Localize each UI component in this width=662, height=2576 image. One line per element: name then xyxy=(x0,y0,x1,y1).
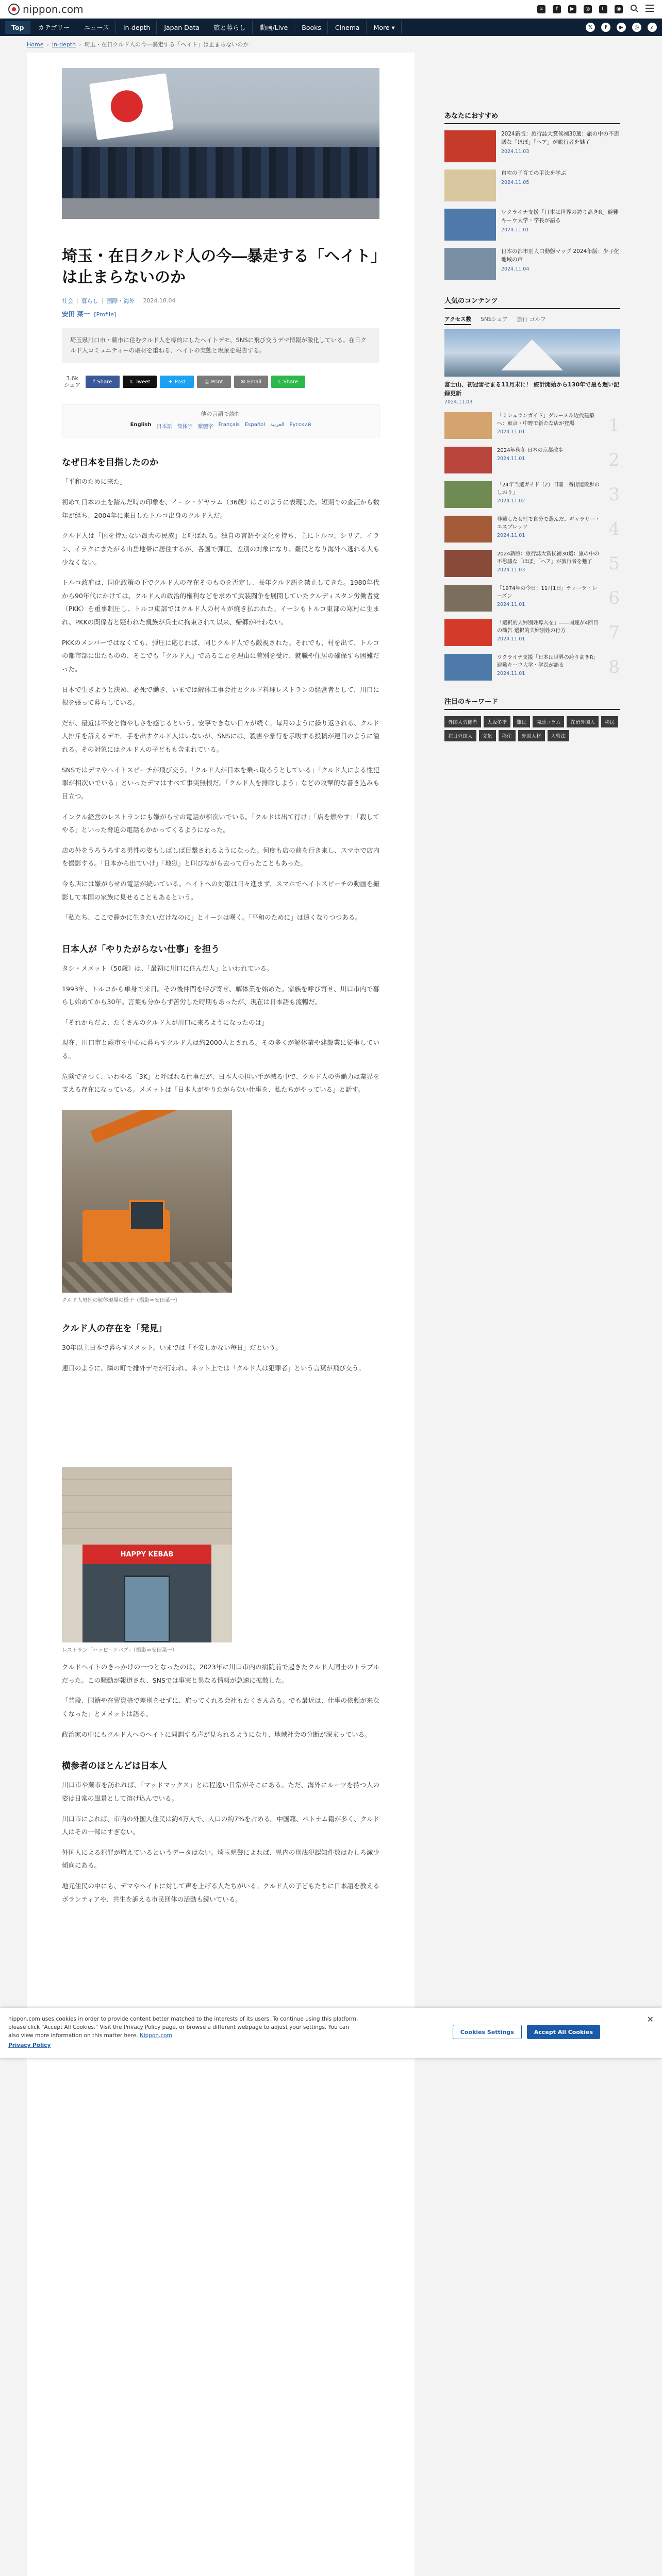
popular-heading: 人気のコンテンツ xyxy=(444,295,620,309)
recommend-thumbnail xyxy=(444,130,496,162)
paragraph: 危険できつく、いわゆる「3K」と呼ばれる仕事だが、日本人の担い手が減る中で、クルド人の労働力は業界を支える存在になっている。メメットは「日本人がやりたがらない仕事を、私たちがやっている」と話す。 xyxy=(62,1072,379,1094)
popular-rank-number: 6 xyxy=(608,588,620,608)
keywords-heading: 注目のキーワード xyxy=(444,696,620,710)
popular-date: 2024.11.01 xyxy=(497,671,525,676)
popular-tab[interactable]: 旅行 ゴルフ xyxy=(517,316,546,323)
nav-facebook-icon[interactable]: f xyxy=(601,23,610,32)
article-tags: 社会 | 暮らし | 国際・海外 2024.10.04 xyxy=(62,297,176,304)
paragraph: 川口市や蕨市を訪れれば、「マッドマックス」とは程遠い日常がそこにある。ただ、海外にルーツを持つ人の姿は日常の風景として溶け込んでいる。 xyxy=(62,1781,379,1802)
popular-rank-number: 3 xyxy=(608,484,620,505)
logo-mark-icon xyxy=(8,4,20,15)
language-option[interactable]: Русский xyxy=(289,422,311,428)
popular-tabs xyxy=(444,315,620,325)
paragraph: だが、最近は不安と悔やしさを感じるという。安寧できない日々が続く。毎月のように繰り返される、クルド人排斥を訴えるデモ。手を出すクルド人はいないが、SNSには、殺害や暴行を示唆する投稿が連日のように溢れる。その対象にはクルド人の子どもも含まれている。 xyxy=(62,719,379,754)
popular-tab[interactable]: SNSシェア xyxy=(481,316,508,323)
popular-thumbnail xyxy=(444,654,492,681)
popular-item[interactable] xyxy=(444,516,620,543)
language-option[interactable]: 日本語 xyxy=(156,424,172,430)
paragraph: 「平和のために来た」 xyxy=(62,478,127,486)
recommend-item[interactable] xyxy=(444,209,620,241)
popular-title: 「1974年の今日：11月1日」ティーラ・レーズン xyxy=(497,586,597,599)
section-heading: なぜ日本を目指したのか xyxy=(62,457,158,468)
recommend-thumbnail xyxy=(444,209,496,241)
accept-cookies-button[interactable]: Accept All Cookies xyxy=(527,2025,600,2039)
nav-item-books[interactable]: Books xyxy=(295,21,328,34)
nav-social-icons xyxy=(586,23,657,32)
nav-item-news[interactable]: ニュース xyxy=(77,21,115,34)
x-icon: 𝕏 xyxy=(129,379,134,385)
breadcrumb-separator: › xyxy=(46,41,49,48)
figure-demolition xyxy=(62,1110,379,1303)
paragraph: 日本で生きようと決め、必死で働き、いまでは解体工事会社とクルド料理レストランの経営者として、川口に根を張って暮らしている。 xyxy=(62,685,379,707)
keyword-tag[interactable]: 大坂冬季 xyxy=(484,716,510,727)
recommend-thumbnail xyxy=(444,248,496,280)
mail-icon: ✉ xyxy=(240,379,245,385)
paragraph: 「それからだよ、たくさんのクルド人が川口に来るようになったのは」 xyxy=(62,1018,268,1026)
nav-item-japan-data[interactable]: Japan Data xyxy=(158,21,206,34)
line-icon[interactable]: L xyxy=(599,5,607,13)
paragraph: SNSではデマやヘイトスピーチが飛び交う。「クルド人が日本を乗っ取ろうとしている」「クルド人による性犯罪が相次いでいる」といったデマはすべて事実無根だ。「クルド人を排除しよう」などの攻撃的な書き込みも目立つ。 xyxy=(62,766,379,800)
share-count xyxy=(62,375,82,388)
bird-icon: ✦ xyxy=(168,379,173,385)
article-author xyxy=(62,309,379,318)
paragraph: 「普段、国籍や在留資格で差別をせずに、雇ってくれる会社もたくさんある。でも最近は、仕事の依頼が来なくなった」とメメットは語る。 xyxy=(62,1697,379,1718)
popular-hero-image[interactable] xyxy=(444,329,620,377)
popular-thumbnail xyxy=(444,585,492,612)
language-option[interactable]: English xyxy=(130,422,152,428)
paragraph: 今も店には嫌がらせの電話が続いている。ヘイトへの対策は日々進まず、スマホでヘイトスピーチの動画を撮影して本国の家族に見せることもあるという。 xyxy=(62,880,379,901)
article-summary: 埼玉県川口市・蕨市に住むクルド人を標的にしたヘイトデモ、SNSに飛び交うデマ情報が激化している。在日クルド人コミュニティーの取材を重ねる、ヘイトの実態と現象を報告する。 xyxy=(62,328,379,363)
tag-link[interactable]: 暮らし xyxy=(81,297,98,304)
breadcrumb-in-depth[interactable]: In-depth xyxy=(52,41,76,48)
paragraph: 現在、川口市と蕨市を中心に暮らすクルド人は約2000人とされる。その多くが解体業や建設業に従事している。 xyxy=(62,1039,379,1060)
nav-item-top[interactable]: Top xyxy=(5,21,30,34)
article-date: 2024.10.04 xyxy=(143,297,176,304)
share-x-button[interactable]: 𝕏 Tweet xyxy=(123,376,157,388)
figure-caption: クルド人男性の解体現場の様子（撮影＝安田菜一） xyxy=(62,1297,180,1303)
popular-title: 非難した女性で自分で選んだ、ギャラリー・エスプレッソ xyxy=(497,517,600,530)
section-heading: 日本人が「やりたがらない仕事」を担う xyxy=(62,944,220,955)
language-option[interactable]: Français xyxy=(218,422,240,428)
popular-hero-title[interactable]: 富士山、初冠雪せまる11月末に！ 統計開始から130年で最も遅い記録更新 xyxy=(444,381,620,397)
line-icon: L xyxy=(278,379,282,385)
share-email-button[interactable]: ✉ Email xyxy=(234,376,268,388)
paragraph: トルコ政府は、同化政策の下でクルド人の存在そのものを否定し、長年クルド語を禁止してきた。1980年代から90年代にかけては、クルド人の政治的権利などを求めて武装闘争を展開していたクルディスタン労働者党（PKK）を重事制圧し、トルコ東部ではクルド人の村々が焼き払われた。イーシもトルコ東部の寒村に生まれ、PKKの関係者と疑われた親族が兵士に拘束されて以来、帰郷が叶わない。 xyxy=(62,579,379,626)
share-count-label: シェア xyxy=(63,382,81,389)
keyword-tag[interactable]: 文化 xyxy=(479,730,496,741)
paragraph: 外国人による犯罪が増えているというデータはない。埼玉県警によれば、県内の刑法犯認知件数はむしろ減少傾向にある。 xyxy=(62,1848,379,1870)
paragraph: 政治家の中にもクルド人へのヘイトに同調する声が見られるようになり、地域社会の分断が深まっている。 xyxy=(62,1730,371,1738)
logo-text: nippon.com xyxy=(23,3,84,15)
instagram-icon[interactable]: ◎ xyxy=(584,5,592,13)
keyword-tag[interactable]: 難民 xyxy=(513,716,530,727)
popular-date: 2024.11.01 xyxy=(497,602,525,607)
popular-title: 「ミシュランガイド」グルーメ＆近代建築へ：東京・中野で新たな店が登場 xyxy=(497,413,594,427)
language-list xyxy=(70,422,372,430)
recommend-title: 自宅の子育ての手法を学ぶ xyxy=(501,170,566,176)
popular-item[interactable] xyxy=(444,481,620,508)
popular-title: 「24年当選ガイド（2）旧藩一番街道散歩のしおり」 xyxy=(497,482,600,496)
popular-title: 「選択的夫婦別姓導入を」――国連が4回目の勧告 選択的夫婦別姓の行方 xyxy=(497,620,599,634)
article xyxy=(27,53,415,2576)
nav-item-video[interactable]: 動画/Live xyxy=(254,21,295,34)
popular-item[interactable] xyxy=(444,619,620,646)
popular-date: 2024.11.01 xyxy=(497,636,525,642)
popular-thumbnail xyxy=(444,550,492,577)
restaurant-sign: HAPPY KEBAB xyxy=(82,1545,211,1564)
recommend-date: 2024.11.05 xyxy=(501,179,529,185)
twitter-icon[interactable]: 𝕏 xyxy=(537,5,545,13)
popular-rank-number: 4 xyxy=(608,519,620,539)
cookie-nippon-link[interactable]: Nippon.com xyxy=(139,2032,172,2039)
paragraph: クルドへイトのきっかけの一つとなったのは、2023年に川口市内の病院前で起きたクルド人同士のトラブルだった。この騒動が報道され、SNSでは事実と異なる情報が急速に拡散した。 xyxy=(62,1663,379,1684)
keyword-tag[interactable]: 移民 xyxy=(601,716,618,727)
recommend-date: 2024.11.03 xyxy=(501,148,529,155)
paragraph: 1993年、トルコから単身で来日。その後仲間を呼び寄せ、解体業を始めた。家族を呼び寄せ、川口市内で暮らし始めてから30年。言葉も分からず苦労した時期もあったが、現在は日本語も流暢だ。 xyxy=(62,985,379,1006)
share-bar xyxy=(62,375,379,388)
paragraph: インクル経営のレストランにも嫌がらせの電話が相次いでいる。「クルドは出て行け」「店を燃やす」「殺してやる」といった脅迫の電話もかかってくるようになった。 xyxy=(62,812,379,834)
keyword-tag[interactable]: 在日外国人 xyxy=(444,730,476,741)
article-title: 埼玉・在日クルド人の今―暴走する「ヘイト」は止まらないのか xyxy=(62,247,379,287)
paragraph: PKKのメンバーではなくても、弾圧に応じれば、同じクルド人でも敵視された。それでも、村を出て、トルコの都市部に出たものの、そこでも「クルド人」であることを理由に差別を受け、就職や住居の確保すら困難だった。 xyxy=(62,638,379,673)
paragraph: 30年以上日本で暮らすメメット。いまでは「不安しかない毎日」だという。 xyxy=(62,1343,282,1351)
popular-title: 2024新版：旅行誌大賞候補30選：旅の中の不思議な「ほぼ」「ヘア」が旅行者を魅了 xyxy=(497,551,600,565)
keyword-tag[interactable]: 外国人労働者 xyxy=(444,716,481,727)
privacy-policy-link[interactable]: Privacy Policy xyxy=(8,2042,51,2049)
popular-rank-number: 8 xyxy=(608,657,620,677)
language-option[interactable]: 繁體字 xyxy=(197,424,213,430)
cookie-text-block xyxy=(8,2015,359,2050)
language-option[interactable]: 简体字 xyxy=(177,424,193,430)
share-facebook-button[interactable]: f Share xyxy=(86,376,120,388)
paragraph: 初めて日本の土を踏んだ時の印象を、イーシ・ゲヤラム（36歳）はこのように表現した。短期での査証から数年が経ち、2004年に来日したトルコ出身のクルド人だ。 xyxy=(62,498,379,519)
menu-icon[interactable] xyxy=(646,5,654,14)
popular-thumbnail xyxy=(444,516,492,543)
popular-item[interactable] xyxy=(444,412,620,439)
keyword-tag[interactable]: 在留外国人 xyxy=(567,716,599,727)
breadcrumb-separator: › xyxy=(79,41,81,48)
breadcrumb-home[interactable]: Home xyxy=(27,41,44,48)
popular-date: 2024.11.01 xyxy=(497,456,525,462)
nav-item-category[interactable]: カテゴリー xyxy=(31,21,76,34)
nav-item-cinema[interactable]: Cinema xyxy=(329,21,367,34)
author-name[interactable]: 安田 菜一 xyxy=(62,310,90,318)
paragraph: 川口市によれば、市内の外国人住民は約4万人で、人口の約7%を占める。中国籍、ベトナム籍が多く、クルド人はその一部にすぎない。 xyxy=(62,1815,379,1836)
tag-link[interactable]: 社会 xyxy=(62,297,73,304)
recommend-heading: あなたにおすすめ xyxy=(444,110,620,124)
share-line-button[interactable]: L Share xyxy=(271,376,305,388)
rss-icon[interactable]: ◉ xyxy=(615,5,623,13)
keyword-tag[interactable]: 入管法 xyxy=(548,730,570,741)
popular-item[interactable] xyxy=(444,585,620,612)
language-option[interactable]: العربية xyxy=(270,422,285,428)
section-heading: 横参者のほとんどは日本人 xyxy=(62,1761,167,1772)
popular-tab[interactable]: アクセス数 xyxy=(444,315,471,325)
paragraph: 店の外をうろうろする男性の姿もしばしば目撃されるようになった。何度も店の前を行き来し、スマホで店内を撮影する。「日本から出ていけ」「地獄」と叫びながら去って行ったこともあった。 xyxy=(62,846,379,868)
paragraph: タシ・メメット（50歳）は、「最初に川口に住んだ人」といわれている。 xyxy=(62,964,273,972)
site-logo[interactable] xyxy=(8,3,84,15)
popular-item[interactable] xyxy=(444,447,620,473)
popular-date: 2024.11.02 xyxy=(497,498,525,504)
nav-item-more[interactable]: More ▾ xyxy=(368,21,402,34)
paragraph: 「私たち、ここで静かに生きたいだけなのに」とイーシは嘆く。「平和のために」は遠くなりつつある。 xyxy=(62,913,361,922)
keyword-tag[interactable]: 移住 xyxy=(499,730,516,741)
popular-list xyxy=(444,412,620,681)
youtube-icon[interactable]: ▶ xyxy=(568,5,576,13)
popular-date: 2024.11.01 xyxy=(497,429,525,435)
figure-caption: レストラン「ハッピーケバブ」（撮影＝安田菜一） xyxy=(62,1648,177,1654)
recommend-date: 2024.11.04 xyxy=(501,266,529,272)
top-bar xyxy=(0,0,662,19)
cookie-banner xyxy=(0,2008,662,2058)
tag-link[interactable]: 国際・海外 xyxy=(106,297,135,304)
popular-rank-number: 2 xyxy=(608,450,620,470)
nav-instagram-icon[interactable]: ◎ xyxy=(632,23,641,32)
popular-title: 2024年秋冬 日本の京都散歩 xyxy=(497,448,564,453)
cookie-settings-button[interactable]: Cookies Settings xyxy=(453,2025,522,2039)
paragraph: クルド人は「国を持たない最大の民族」と呼ばれる。独自の言語や文化を持ち、主にトルコ、シリア、イラン、イラクにまたがる山岳地帯に居住するが、各国で弾圧、差別の対象になり、難民となり海外へ逃れる人も少なくない。 xyxy=(62,532,379,566)
nav-twitter-icon[interactable]: 𝕏 xyxy=(586,23,595,32)
nav-item-travel[interactable]: 旅と暮らし xyxy=(207,21,253,34)
share-count-value: 3.6k xyxy=(66,375,78,382)
popular-date: 2024.11.01 xyxy=(497,533,525,538)
facebook-icon[interactable]: f xyxy=(553,5,561,13)
cookie-message: nippon.com uses cookies in order to provide content better matched to the interests of its users. To continue using this platform, please click "Accept All Cookies." Visit the Privacy Policy page, or browse a different webpage to adjust your settings. You can also view more information on this matter here. xyxy=(8,2016,358,2039)
author-profile-link[interactable]: [Profile] xyxy=(94,311,117,318)
popular-date: 2024.11.03 xyxy=(497,567,525,573)
figure-restaurant xyxy=(62,1467,379,1653)
topbar-icons xyxy=(537,4,654,14)
facebook-icon: f xyxy=(93,379,95,385)
breadcrumb-current: 埼玉・在日クルド人の今―暴走する「ヘイト」は止まらないのか xyxy=(84,41,249,48)
popular-item[interactable] xyxy=(444,654,620,681)
nav-item-in-depth[interactable]: In-depth xyxy=(117,21,157,34)
breadcrumb xyxy=(0,36,662,53)
section-heading: クルド人の存在を「発見」 xyxy=(62,1323,167,1334)
recommend-title: 日本の都市別人口動態マップ 2024年版：少子化地域の声 xyxy=(501,248,620,263)
nav-youtube-icon[interactable]: ▶ xyxy=(617,23,626,32)
sidebar xyxy=(444,110,620,741)
print-icon: ⎙ xyxy=(205,379,209,385)
recommend-item[interactable] xyxy=(444,248,620,280)
search-icon[interactable] xyxy=(630,4,638,14)
recommend-item[interactable] xyxy=(444,130,620,162)
restaurant-photo xyxy=(62,1467,232,1642)
popular-rank-number: 7 xyxy=(608,622,620,643)
language-selector-title: 他の言語で読む xyxy=(201,411,241,418)
hero-image xyxy=(62,68,379,219)
share-twitter-button[interactable]: ✦ Post xyxy=(160,376,194,388)
language-selector xyxy=(62,404,379,437)
recommend-title: 2024新版：旅行誌大賞候補30選：旅の中の不思議な「ほぼ」「ヘア」が旅行者を魅了 xyxy=(501,131,620,145)
paragraph: 地元住民の中にも、デマやヘイトに対して声を上げる人たちがいる。クルド人の子どもたちに日本語を教えるボランティアや、共生を訴える市民団体の活動も続いている。 xyxy=(62,1882,379,1903)
keyword-tag[interactable]: 関連コラム xyxy=(533,716,564,727)
nav-search-icon[interactable]: ⌕ xyxy=(648,23,657,32)
paragraph: 連日のように、隣の町で排外デモが行われ、ネット上では「クルド人は犯罪者」という言葉が飛び交う。 xyxy=(62,1364,365,1372)
language-option[interactable]: Español xyxy=(244,422,266,428)
popular-item[interactable] xyxy=(444,550,620,577)
close-icon[interactable]: ✕ xyxy=(647,2014,654,2024)
keyword-tag[interactable]: 外国人材 xyxy=(518,730,545,741)
popular-thumbnail xyxy=(444,447,492,473)
recommend-thumbnail xyxy=(444,170,496,201)
popular-thumbnail xyxy=(444,481,492,508)
main-nav xyxy=(0,19,662,36)
share-print-button[interactable]: ⎙ Print xyxy=(197,376,231,388)
recommend-date: 2024.11.01 xyxy=(501,227,529,233)
keyword-list xyxy=(444,716,620,741)
popular-title: ウクライナ支援「日本は世界の誇り高きR」避難キーウ大学・学長が語る xyxy=(497,655,599,668)
recommend-title: ウクライナ支援「日本は世界の誇り高きR」避難キーウ大学・学長が語る xyxy=(501,209,619,224)
demolition-photo xyxy=(62,1110,232,1293)
cookie-buttons xyxy=(453,2025,600,2039)
recommend-item[interactable] xyxy=(444,170,620,201)
popular-thumbnail xyxy=(444,412,492,439)
popular-hero-date: 2024.11.03 xyxy=(444,399,473,405)
popular-rank-number: 5 xyxy=(608,553,620,574)
popular-rank-number: 1 xyxy=(608,415,620,436)
popular-thumbnail xyxy=(444,619,492,646)
